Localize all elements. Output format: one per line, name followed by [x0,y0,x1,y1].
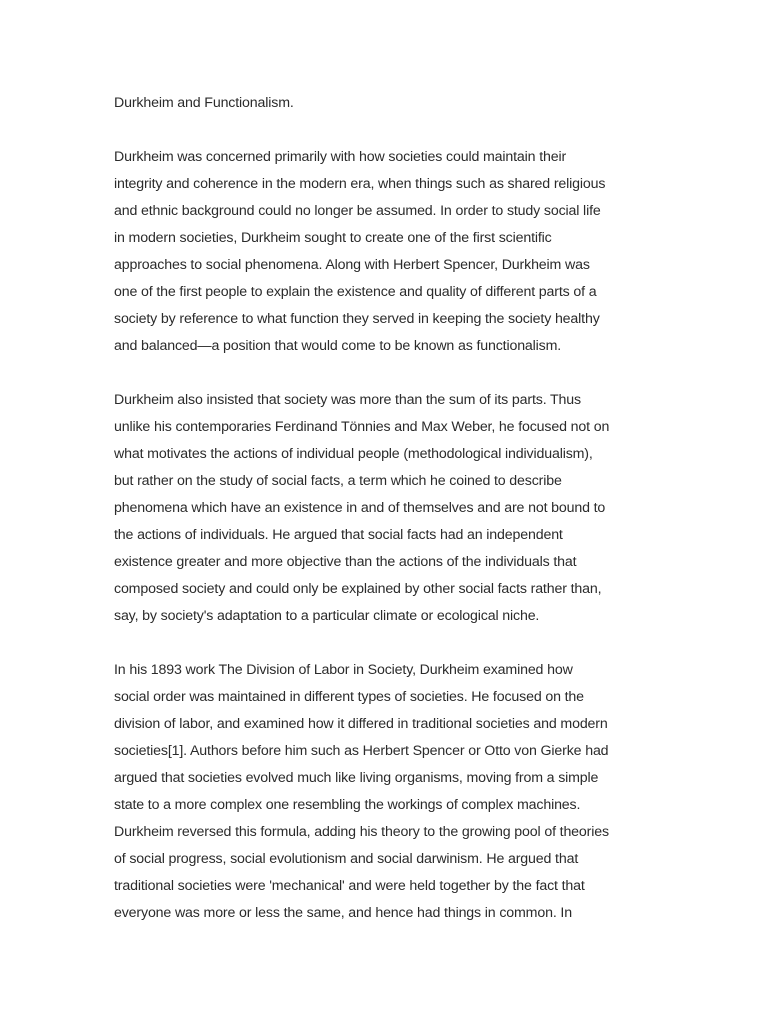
paragraph-line: but rather on the study of social facts, a term which he coined to describe [114,473,562,489]
paragraph-spacer [114,117,659,144]
paragraph-line: one of the first people to explain the existence and quality of different parts of a [114,284,597,300]
paragraph-line: Durkheim reversed this formula, adding his theory to the growing pool of theories [114,824,609,840]
paragraph-line: what motivates the actions of individual people (methodological individualism), [114,446,593,462]
paragraph-spacer [114,360,659,387]
paragraph-line: existence greater and more objective than the actions of the individuals that [114,554,577,570]
paragraph-line: traditional societies were 'mechanical' and were held together by the fact that [114,878,585,894]
paragraph-line: division of labor, and examined how it differed in traditional societies and modern [114,716,608,732]
paragraph-line: argued that societies evolved much like living organisms, moving from a simple [114,770,599,786]
paragraph-3 [114,657,659,927]
paragraph-line: Durkheim also insisted that society was more than the sum of its parts. Thus [114,392,581,408]
paragraph-line: Durkheim was concerned primarily with how societies could maintain their [114,149,567,165]
paragraph-line: phenomena which have an existence in and of themselves and are not bound to [114,500,606,516]
paragraph-line: and ethnic background could no longer be assumed. In order to study social life [114,203,601,219]
paragraph-line: and balanced—a position that would come to be known as functionalism. [114,338,562,354]
paragraph-line: state to a more complex one resembling the workings of complex machines. [114,797,581,813]
paragraph-line: composed society and could only be explained by other social facts rather than, [114,581,602,597]
paragraph-line: unlike his contemporaries Ferdinand Tönnies and Max Weber, he focused not on [114,419,610,435]
document-body [114,90,659,927]
paragraph-spacer [114,630,659,657]
paragraph-line: approaches to social phenomena. Along with Herbert Spencer, Durkheim was [114,257,590,273]
paragraph-1 [114,144,659,360]
paragraph-line: societies[1]. Authors before him such as Herbert Spencer or Otto von Gierke had [114,743,609,759]
document-title: Durkheim and Functionalism. [114,95,294,111]
paragraph-line: integrity and coherence in the modern era, when things such as shared religious [114,176,606,192]
paragraph-line: In his 1893 work The Division of Labor in Society, Durkheim examined how [114,662,573,678]
paragraph-line: in modern societies, Durkheim sought to create one of the first scientific [114,230,552,246]
paragraph-line: everyone was more or less the same, and hence had things in common. In [114,905,572,921]
paragraph-2 [114,387,659,630]
paragraph-line: the actions of individuals. He argued that social facts had an independent [114,527,563,543]
paragraph-line: of social progress, social evolutionism and social darwinism. He argued that [114,851,579,867]
paragraph-line: society by reference to what function they served in keeping the society healthy [114,311,600,327]
paragraph-line: say, by society's adaptation to a particular climate or ecological niche. [114,608,540,624]
paragraph-line: social order was maintained in different types of societies. He focused on the [114,689,584,705]
